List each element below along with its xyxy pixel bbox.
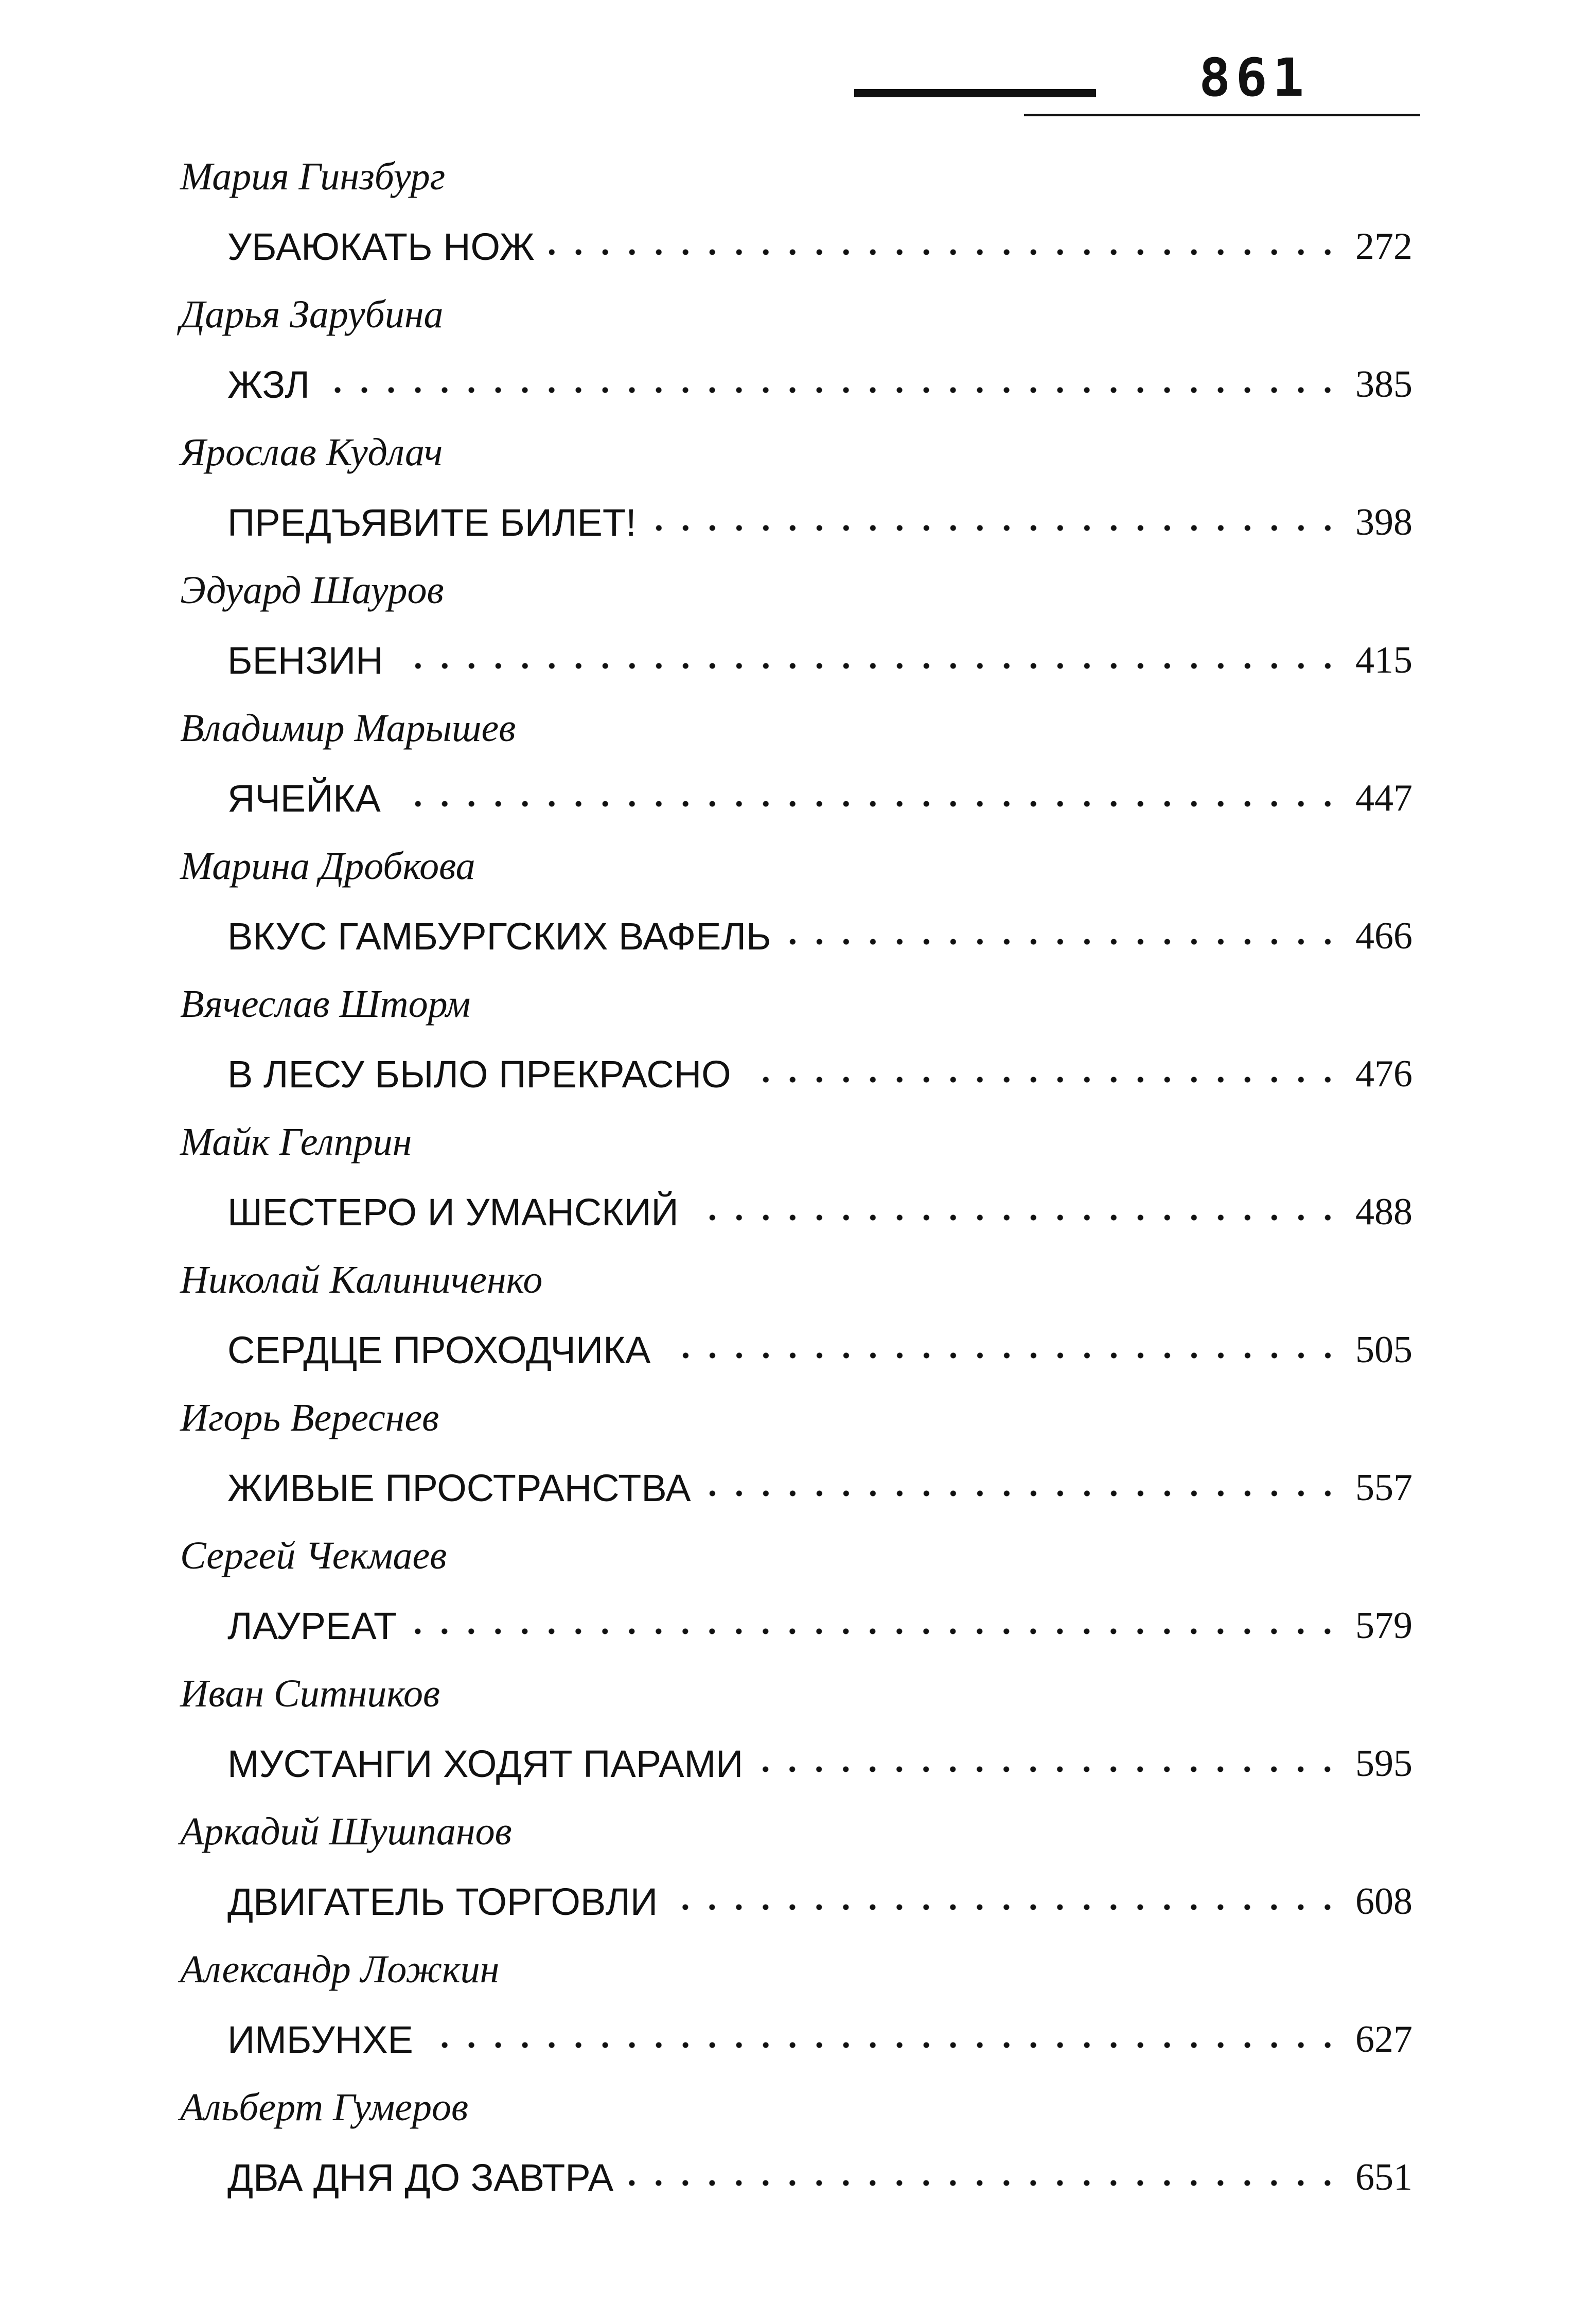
toc-title: СЕРДЦЕ ПРОХОДЧИКА [227,1328,651,1371]
toc-page-number: 651 [1355,2156,1412,2198]
dot-leader [651,522,1341,534]
toc-title: В ЛЕСУ БЫЛО ПРЕКРАСНО [227,1052,731,1096]
toc-page-number: 557 [1355,1466,1412,1509]
toc-title-row [227,1866,1412,1923]
toc-title: ДВА ДНЯ ДО ЗАВТРА [227,2156,614,2199]
toc-author: Сергей Чекмаев [180,1534,447,1577]
toc-page-number: 476 [1355,1052,1412,1095]
toc-title: ЖИВЫЕ ПРОСТРАНСТВА [227,1466,691,1509]
toc-author: Майк Гелприн [180,1120,412,1164]
dot-leader [693,1211,1341,1224]
dot-leader [786,936,1341,948]
toc-entry [0,982,1572,1105]
toc-author: Марина Дробкова [180,844,475,888]
toc-entry [0,706,1572,830]
dot-leader [428,2039,1341,2051]
toc-page-number: 398 [1355,501,1412,543]
dot-leader [628,2177,1341,2189]
toc-title: ВКУС ГАМБУРГСКИХ ВАФЕЛЬ [227,914,771,958]
toc-entry [0,292,1572,416]
toc-title-row [227,763,1412,819]
toc-title: ЛАУРЕАТ [227,1604,397,1647]
toc-entry [0,1534,1572,1657]
toc-title-row [227,487,1412,543]
toc-title: МУСТАНГИ ХОДЯТ ПАРАМИ [227,1742,744,1785]
toc-page-number: 466 [1355,914,1412,957]
toc-entry [0,844,1572,967]
toc-page-number: 579 [1355,1604,1412,1647]
toc-page-number: 447 [1355,777,1412,819]
dot-leader [411,1625,1341,1638]
toc-author: Александр Ложкин [180,1948,500,1991]
toc-page-number: 505 [1355,1328,1412,1371]
toc-title: ЖЗЛ [227,363,310,406]
toc-title-row [227,1314,1412,1371]
toc-author: Альберт Гумеров [180,2086,469,2129]
toc-page-number: 608 [1355,1880,1412,1923]
toc-title: ПРЕДЪЯВИТЕ БИЛЕТ! [227,501,637,544]
toc-title-row [227,1728,1412,1785]
dot-leader [395,798,1341,810]
toc-page-number: 415 [1355,639,1412,681]
toc-title-row [227,2142,1412,2198]
toc-author: Игорь Вереснев [180,1396,439,1439]
toc-entry [0,1947,1572,2071]
toc-page-number: 488 [1355,1190,1412,1233]
toc-entry [0,1120,1572,1243]
toc-entry [0,1258,1572,1381]
dot-leader [705,1487,1341,1500]
toc-author: Ярослав Кудлач [180,431,443,474]
toc-author: Иван Ситников [180,1672,440,1715]
dot-leader [398,660,1341,672]
toc-author: Дарья Зарубина [180,293,444,336]
toc-entry [0,430,1572,554]
toc-title-row [227,625,1412,681]
toc-entry [0,1671,1572,1795]
toc-title-row [227,211,1412,268]
toc-entry [0,1809,1572,1933]
toc-title-row [227,349,1412,406]
toc-entry [0,568,1572,692]
toc-title-row [227,1176,1412,1233]
toc-title: ИМБУНХЕ [227,2018,413,2061]
toc-author: Вячеслав Шторм [180,982,471,1026]
dot-leader [324,384,1341,396]
toc-title-row [227,901,1412,957]
toc-title-row [227,2004,1412,2061]
toc-page-number: 627 [1355,2018,1412,2061]
toc-entry [0,2085,1572,2209]
dot-leader [757,1763,1341,1775]
dot-leader [665,1349,1341,1362]
toc-page-number: 272 [1355,225,1412,268]
toc-entry [0,154,1572,278]
toc-author: Аркадий Шушпанов [180,1810,512,1853]
page-number: 861 [1199,47,1310,109]
toc-entry [0,1396,1572,1519]
toc-title: ЯЧЕЙКА [227,777,381,820]
toc-title: ДВИГАТЕЛЬ ТОРГОВЛИ [227,1880,658,1923]
toc-title: УБАЮКАТЬ НОЖ [227,225,535,268]
toc-author: Николай Калиниченко [180,1258,543,1301]
toc-author: Мария Гинзбург [180,155,446,198]
toc-title: ШЕСТЕРО И УМАНСКИЙ [227,1190,679,1234]
dot-leader [549,246,1341,258]
toc-page-number: 595 [1355,1742,1412,1785]
toc-author: Владимир Марышев [180,707,516,750]
dot-leader [746,1073,1341,1086]
toc-title-row [227,1038,1412,1095]
toc-author: Эдуард Шауров [180,569,444,612]
toc-title-row [227,1452,1412,1509]
toc-title: БЕНЗИН [227,639,383,682]
toc-page-number: 385 [1355,363,1412,406]
toc-title-row [227,1590,1412,1647]
dot-leader [672,1901,1341,1913]
